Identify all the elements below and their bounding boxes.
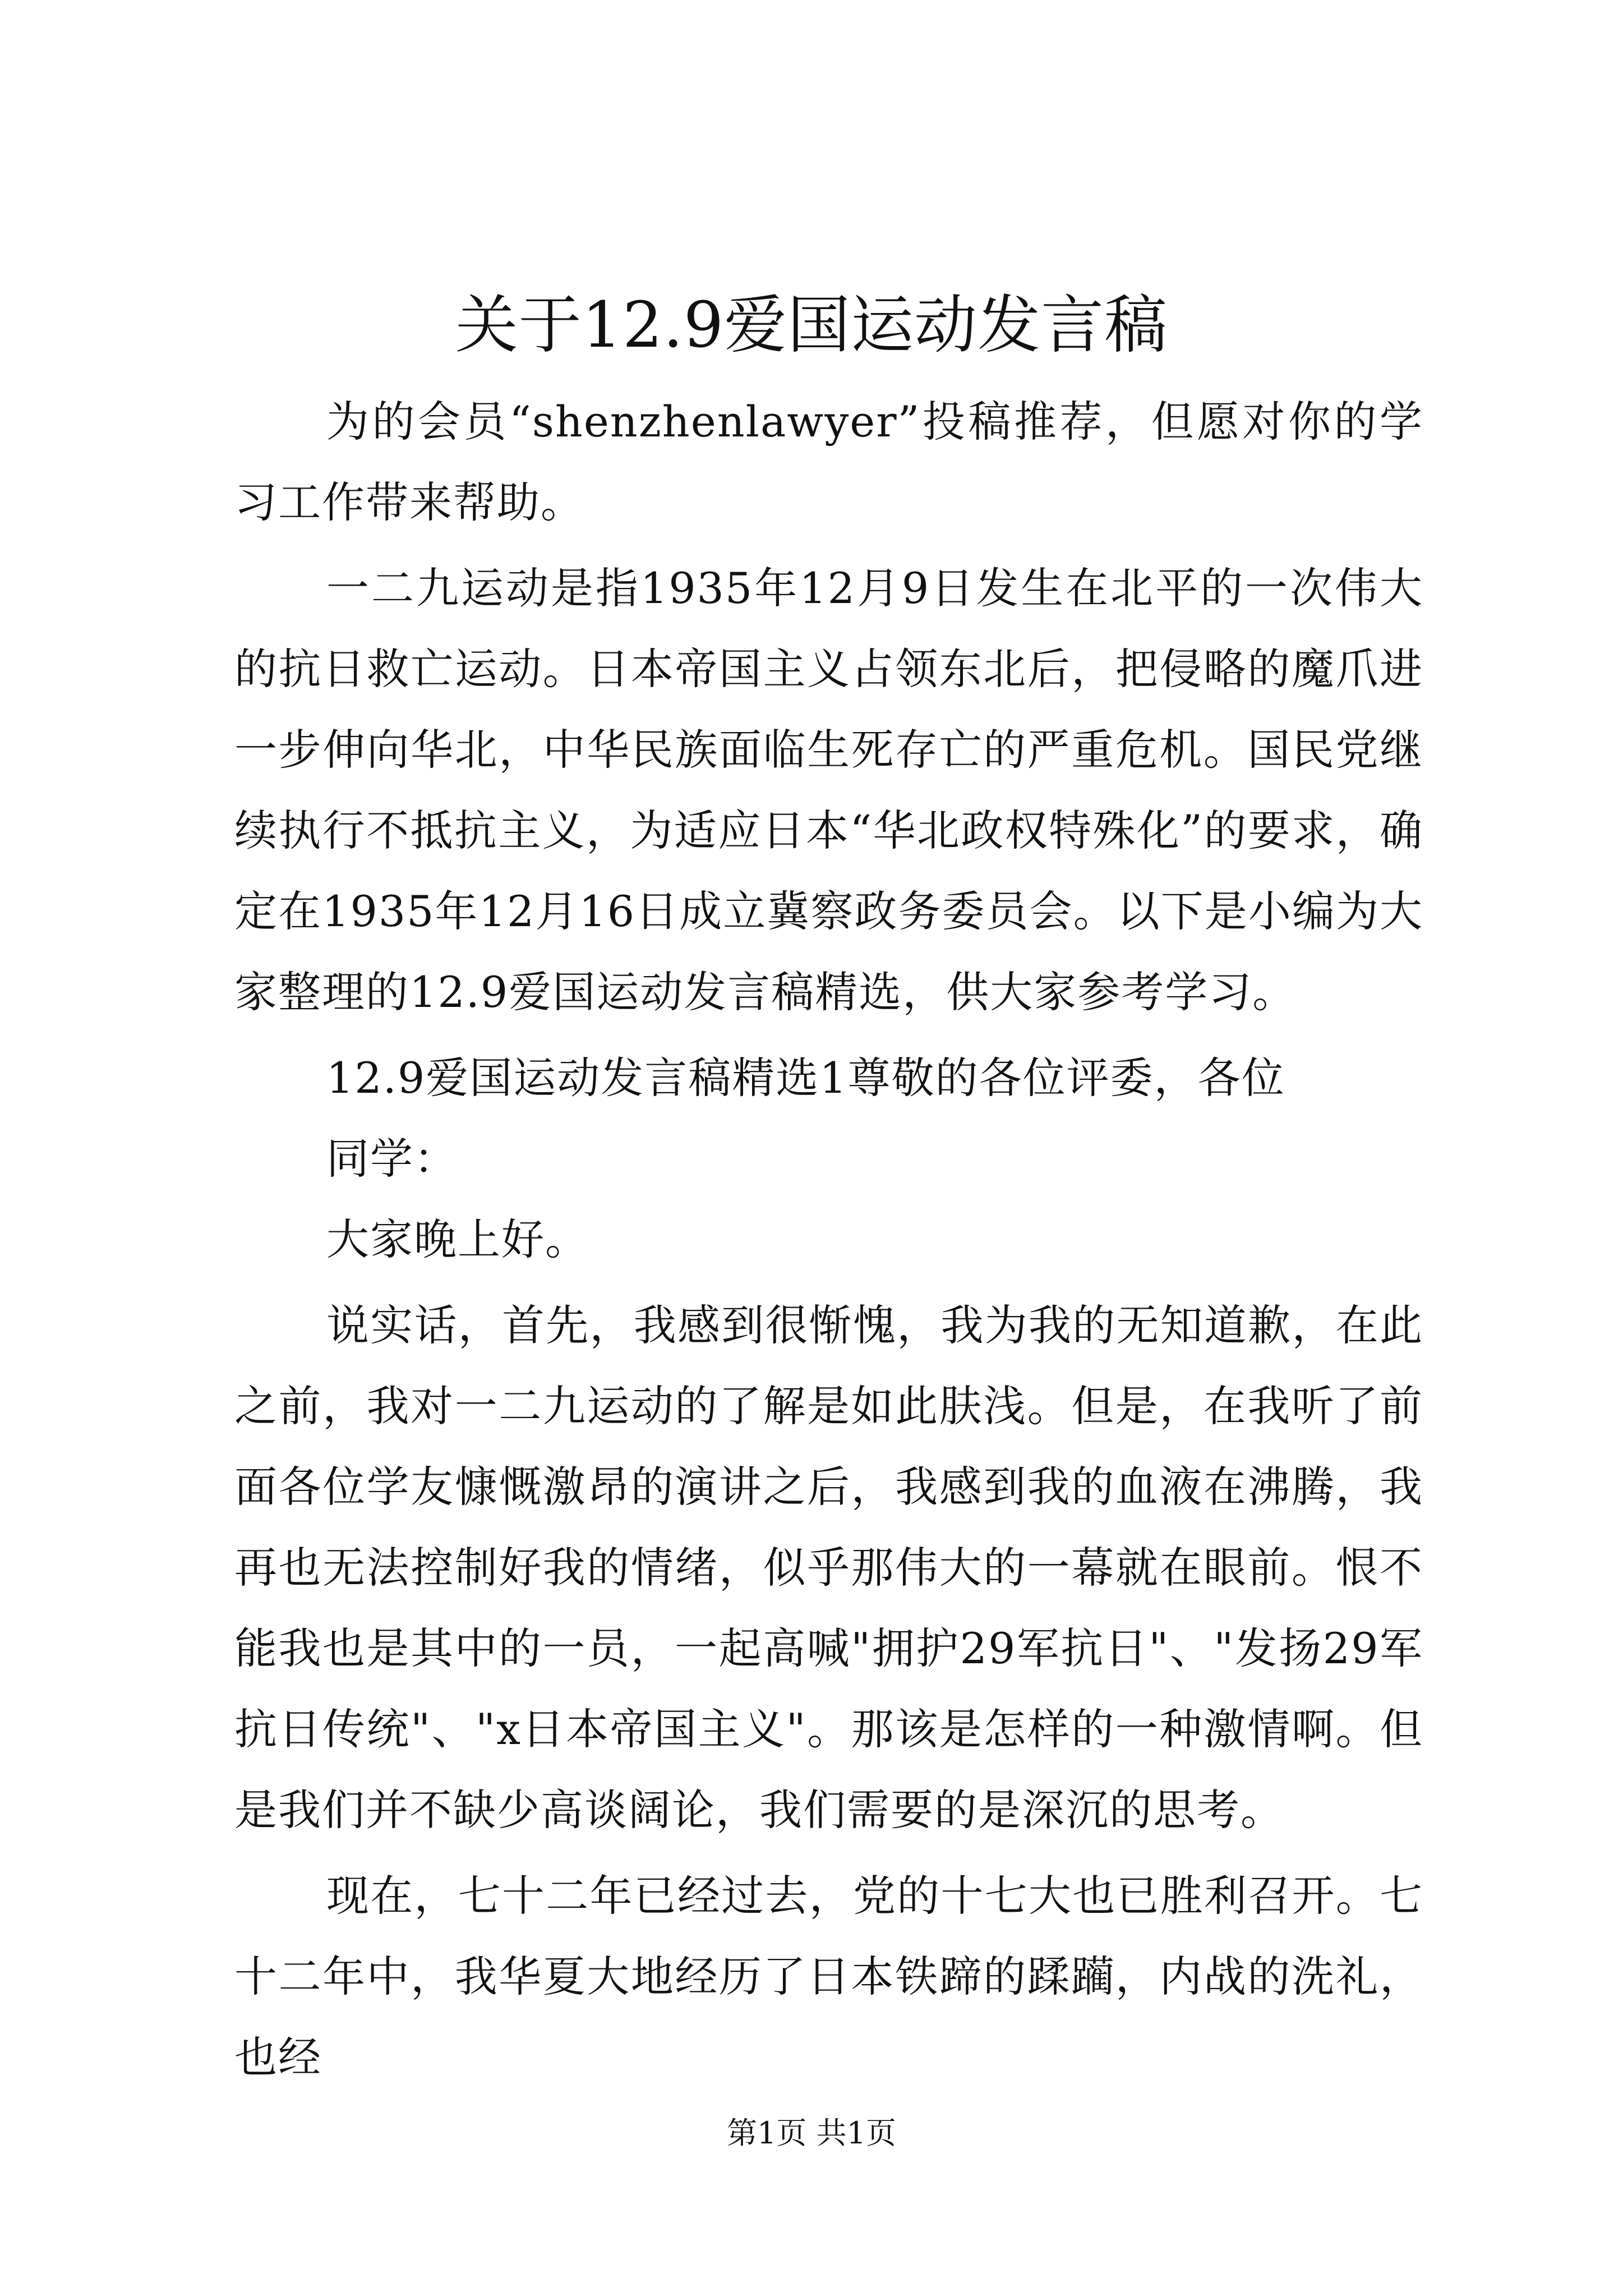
paragraph-present: 现在，七十二年已经过去，党的十七大也已胜利召开。七十二年中，我华夏大地经历了日本铁蹄的蹂躏，内战的洗礼，也经 (234, 1871, 1423, 2082)
document-body (234, 381, 1423, 2103)
paragraph-speech-heading: 12.9爱国运动发言稿精选1尊敬的各位评委，各位 (326, 1053, 1285, 1103)
paragraph-greeting: 大家晚上好。 (326, 1214, 589, 1264)
paragraph-reflection: 说实话，首先，我感到很惭愧，我为我的无知道歉，在此之前，我对一二九运动的了解是如此肤浅。但是，在我听了前面各位学友慷慨激昂的演讲之后，我感到我的血液在沸腾，我再也无法控制好我的情绪，似乎那伟大的一幕就在眼前。恨不能我也是其中的一员，一起高喊"拥护29军抗日"、"发扬29军抗日传统"、"x日本帝国主义"。那该是怎样的一种激情啊。但是我们并不缺少高谈阔论，我们需要的是深沉的思考。 (234, 1300, 1423, 1835)
paragraph-salutation: 同学： (326, 1134, 458, 1184)
document-title: 关于12.9爱国运动发言稿 (455, 289, 1168, 362)
paragraph-background: 一二九运动是指1935年12月9日发生在北平的一次伟大的抗日救亡运动。日本帝国主义占领东北后，把侵略的魔爪进一步伸向华北，中华民族面临生死存亡的严重危机。国民党继续执行不抵抗主义，为适应日本“华北政权特殊化”的要求，确定在1935年12月16日成立冀察政务委员会。以下是小编为大家整理的12.9爱国运动发言稿精选，供大家参考学习。 (234, 563, 1423, 1017)
page-footer: 第1页 共1页 (727, 2115, 896, 2151)
paragraph-intro: 为的会员“shenzhenlawyer”投稿推荐，但愿对你的学习工作带来帮助。 (234, 397, 1423, 527)
